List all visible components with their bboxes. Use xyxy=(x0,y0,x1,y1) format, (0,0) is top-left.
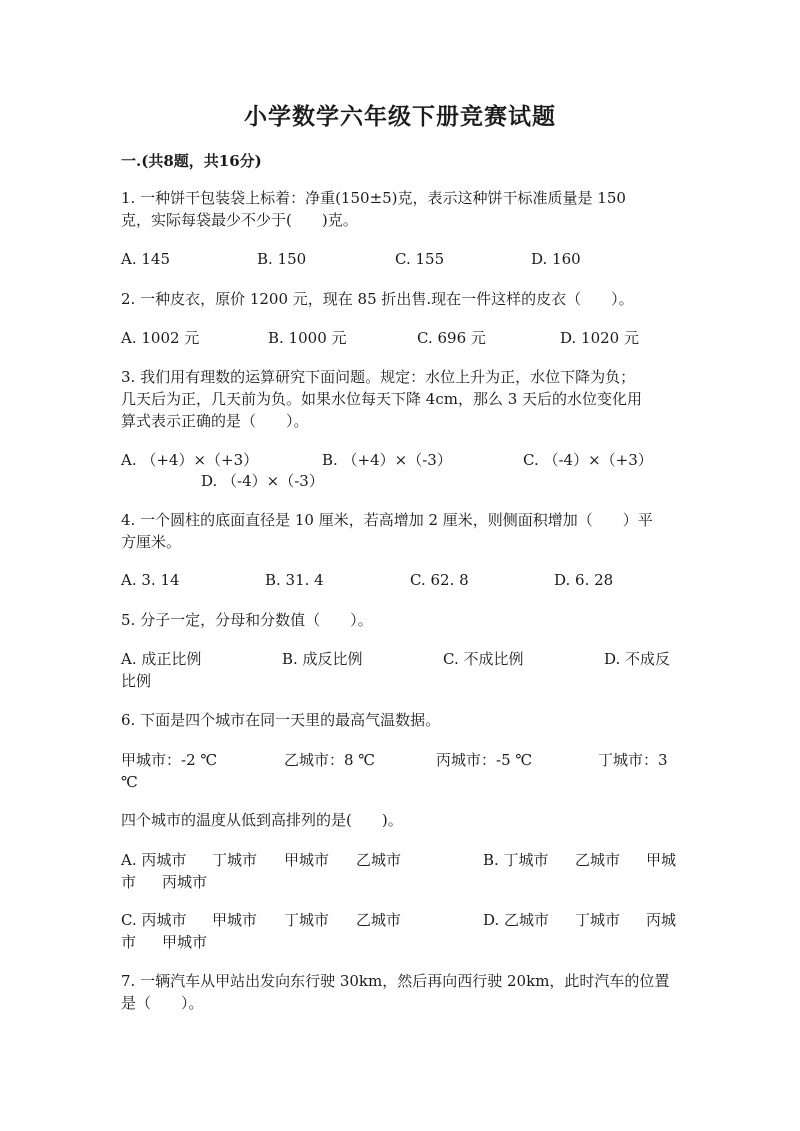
q6-option-d-wrap: 市 xyxy=(121,933,137,951)
question-3-line-2: 几天后为正，几天前为负。如果水位每天下降 4cm，那么 3 天后的水位变化用 xyxy=(121,390,643,408)
question-7-line-1: 7. 一辆汽车从甲站出发向东行驶 30km，然后再向西行驶 20km，此时汽车的位置 xyxy=(121,972,670,990)
temp-city-yi: 乙城市：8 ℃ xyxy=(284,751,376,769)
q6-option-b: B. 丁城市 xyxy=(483,851,549,869)
question-3-line-1: 3. 我们用有理数的运算研究下面问题。规定：水位上升为正，水位下降为负； xyxy=(121,368,636,386)
question-1-line-2: 克，实际每袋最少不少于( )克。 xyxy=(121,211,358,229)
temp-city-bing: 丙城市：-5 ℃ xyxy=(436,751,533,769)
question-6-line-1: 6. 下面是四个城市在同一天里的最高气温数据。 xyxy=(121,711,441,729)
q6-option-a-4: 乙城市 xyxy=(356,851,402,869)
question-2-line-1: 2. 一种皮衣，原价 1200 元，现在 85 折出售.现在一件这样的皮衣（ ）。 xyxy=(121,290,634,308)
q5-option-d: D. 不成反 xyxy=(604,650,671,668)
q3-option-d: D. （-4）×（-3） xyxy=(201,472,324,490)
q5-option-d-wrap: 比例 xyxy=(121,672,152,690)
section-heading: 一.(共8题，共16分) xyxy=(121,152,262,170)
q1-option-b: B. 150 xyxy=(257,250,307,268)
question-4-line-2: 方厘米。 xyxy=(121,533,182,551)
q6-option-a-2: 丁城市 xyxy=(212,851,258,869)
question-5-line-1: 5. 分子一定，分母和分数值（ ）。 xyxy=(121,611,373,629)
q1-option-d: D. 160 xyxy=(531,250,581,268)
q2-option-b: B. 1000 元 xyxy=(268,329,347,347)
question-7-line-2: 是（ ）。 xyxy=(121,994,204,1012)
q6-option-a: A. 丙城市 xyxy=(121,851,187,869)
q5-option-c: C. 不成比例 xyxy=(443,650,524,668)
q6-option-c: C. 丙城市 xyxy=(121,911,187,929)
question-1-line-1: 1. 一种饼干包装袋上标着：净重(150±5)克，表示这种饼干标准质量是 150 xyxy=(121,189,626,207)
q2-option-c: C. 696 元 xyxy=(417,329,486,347)
q4-option-b: B. 31. 4 xyxy=(265,571,324,589)
question-3-line-3: 算式表示正确的是（ ）。 xyxy=(121,412,309,430)
q5-option-a: A. 成正比例 xyxy=(121,650,202,668)
q4-option-a: A. 3. 14 xyxy=(121,571,180,589)
q1-option-c: C. 155 xyxy=(395,250,445,268)
q6-option-c-2: 甲城市 xyxy=(212,911,258,929)
q6-option-d-3: 丙城 xyxy=(646,911,677,929)
question-4-line-1: 4. 一个圆柱的底面直径是 10 厘米，若高增加 2 厘米，则侧面积增加（ ）平 xyxy=(121,511,653,529)
q6-option-b-3: 甲城 xyxy=(646,851,677,869)
q6-option-a-3: 甲城市 xyxy=(284,851,330,869)
q3-option-b: B. （+4）×（-3） xyxy=(322,451,452,469)
q2-option-d: D. 1020 元 xyxy=(560,329,639,347)
q5-option-b: B. 成反比例 xyxy=(282,650,363,668)
q1-option-a: A. 145 xyxy=(121,250,170,268)
q6-option-c-4: 乙城市 xyxy=(356,911,402,929)
q6-option-d: D. 乙城市 xyxy=(483,911,550,929)
temp-city-jia: 甲城市：-2 ℃ xyxy=(121,751,218,769)
q6-option-c-3: 丁城市 xyxy=(284,911,330,929)
page-title: 小学数学六年级下册竞赛试题 xyxy=(244,103,556,130)
q4-option-d: D. 6. 28 xyxy=(554,571,614,589)
q6-option-b-2: 乙城市 xyxy=(575,851,621,869)
question-6-sub: 四个城市的温度从低到高排列的是( )。 xyxy=(121,811,403,829)
q3-option-c: C. （-4）×（+3） xyxy=(523,451,653,469)
temp-city-ding: 丁城市：3 xyxy=(598,751,668,769)
q2-option-a: A. 1002 元 xyxy=(121,329,200,347)
q6-option-b-4: 丙城市 xyxy=(162,873,208,891)
q4-option-c: C. 62. 8 xyxy=(410,571,469,589)
q6-option-d-4: 甲城市 xyxy=(162,933,208,951)
q6-option-d-2: 丁城市 xyxy=(575,911,621,929)
q3-option-a: A. （+4）×（+3） xyxy=(121,451,259,469)
q6-option-b-wrap: 市 xyxy=(121,873,137,891)
temp-city-ding-wrap: ℃ xyxy=(121,773,138,791)
